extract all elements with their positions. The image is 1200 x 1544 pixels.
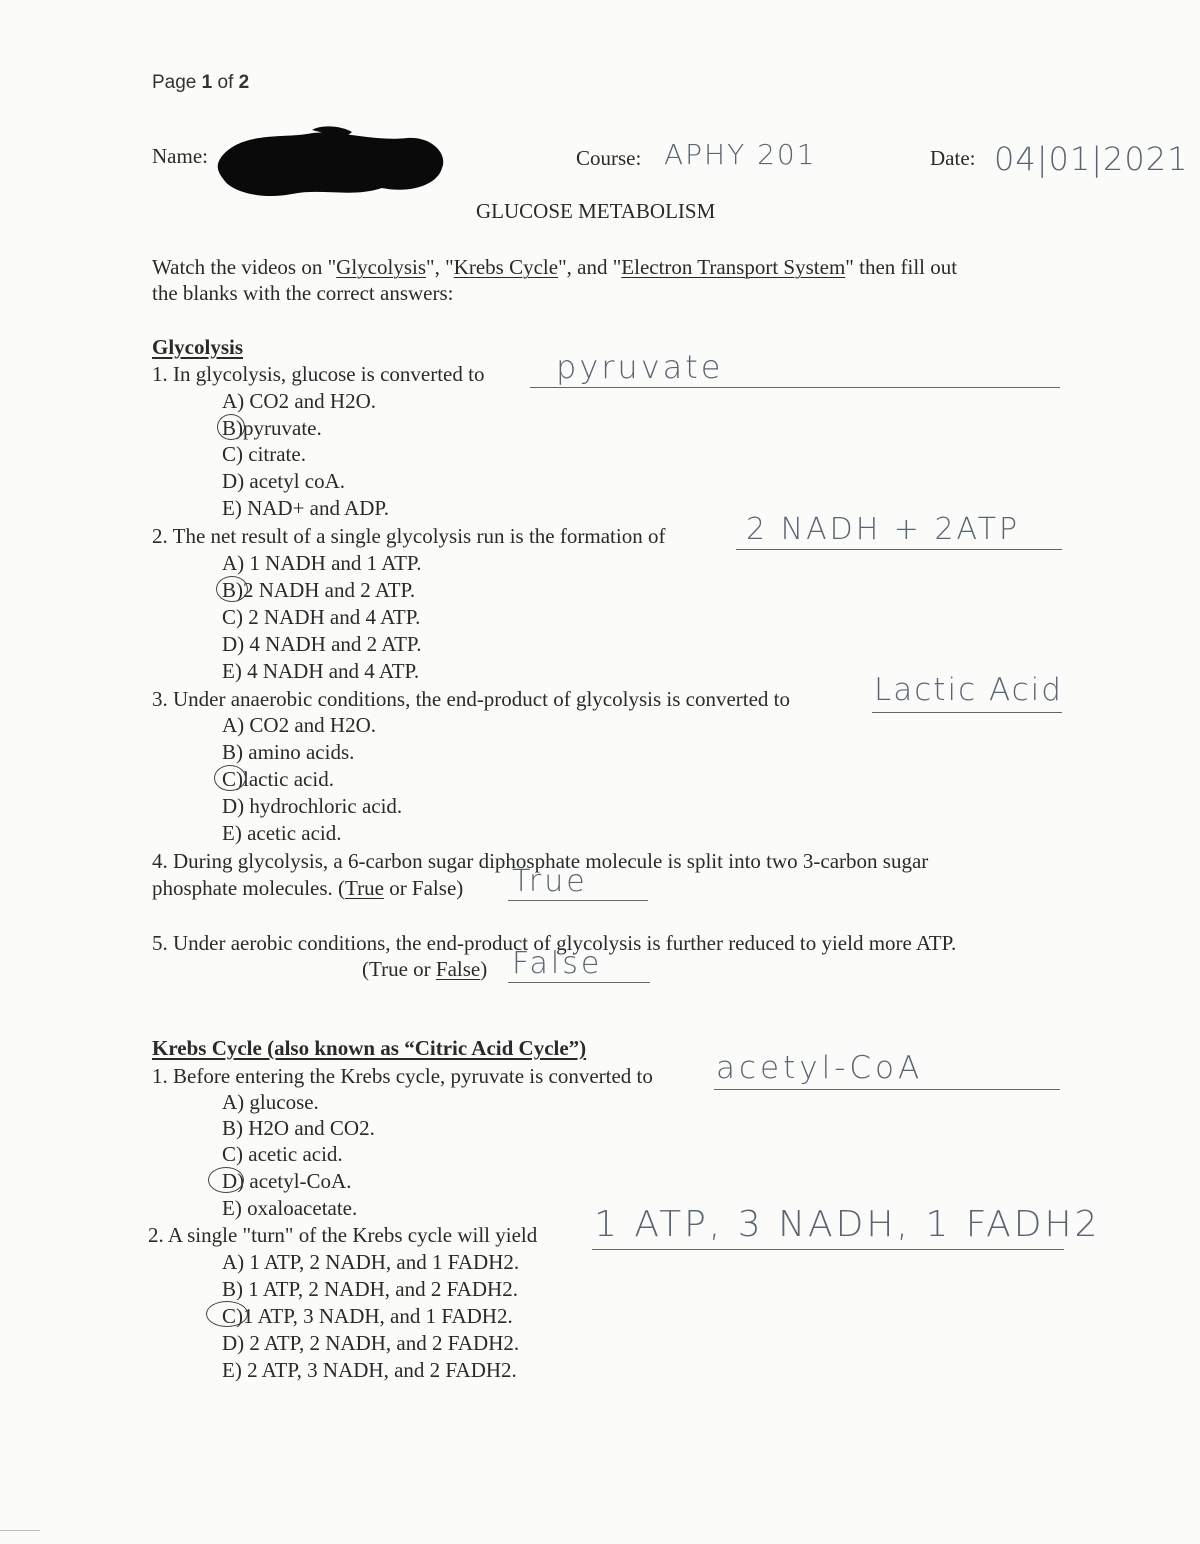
video-glycolysis: Glycolysis <box>336 255 427 279</box>
name-label: Name: <box>152 144 208 168</box>
krebs-q2-answer: 1 ATP, 3 NADH, 1 FADH2 <box>594 1204 1101 1245</box>
glycolysis-q5-false-choice: False <box>435 957 481 981</box>
krebs-q2-option-b: B) 1 ATP, 2 NADH, and 2 FADH2. <box>222 1277 518 1301</box>
glycolysis-q3-answer: Lactic Acid <box>874 672 1063 708</box>
answer-circle <box>214 765 246 791</box>
krebs-q2-text: 2. A single "turn" of the Krebs cycle will yield <box>148 1223 538 1247</box>
glycolysis-q4-true-choice: True <box>345 876 384 900</box>
page-current: 1 <box>201 72 213 93</box>
krebs-q2-option-d: D) 2 ATP, 2 NADH, and 2 FADH2. <box>222 1331 520 1355</box>
glycolysis-q3-text: 3. Under anaerobic conditions, the end-product of glycolysis is converted to <box>152 687 790 711</box>
glycolysis-q5-text: (True or <box>362 957 436 981</box>
video-ets: Electron Transport System <box>621 255 846 279</box>
glycolysis-q4-text-end: or False) <box>383 876 464 900</box>
krebs-q1-answer: acetyl-CoA <box>716 1050 924 1086</box>
glycolysis-q4-blank <box>508 900 648 901</box>
redaction-mark <box>212 124 450 202</box>
glycolysis-q1-option-b: B)pyruvate. <box>222 416 322 440</box>
glycolysis-q1-answer: pyruvate <box>556 348 724 386</box>
date-value: 04|01|2021 <box>994 140 1189 178</box>
instructions-text-4: " then fill out <box>845 255 958 279</box>
glycolysis-q3-blank <box>872 712 1062 713</box>
glycolysis-q2-option-e: E) 4 NADH and 4 ATP. <box>222 659 420 683</box>
page-total: 2 <box>238 72 250 93</box>
glycolysis-q5-text-end: ) <box>480 957 488 981</box>
page-label-prefix: Page <box>152 72 202 93</box>
glycolysis-q5-blank <box>508 982 650 983</box>
glycolysis-q4-answer: True <box>512 864 588 899</box>
glycolysis-q2-text: 2. The net result of a single glycolysis run is the formation of <box>152 524 666 548</box>
krebs-q2-option-e: E) 2 ATP, 3 NADH, and 2 FADH2. <box>222 1358 517 1382</box>
krebs-q1-blank <box>714 1089 1060 1090</box>
glycolysis-q4-line-1: 4. During glycolysis, a 6-carbon sugar diphosphate molecule is split into two 3-carbon sugar <box>152 849 929 873</box>
glycolysis-q4-text: phosphate molecules. ( <box>152 876 346 900</box>
instructions-line-1 <box>152 255 957 280</box>
glycolysis-q3-option-b: B) amino acids. <box>222 740 355 764</box>
glycolysis-heading: Glycolysis <box>152 335 244 359</box>
krebs-q2-blank <box>592 1249 1064 1250</box>
answer-circle <box>216 576 248 602</box>
glycolysis-q1-option-a: A) CO2 and H2O. <box>222 389 376 413</box>
glycolysis-q2-option-b: B)2 NADH and 2 ATP. <box>222 578 416 602</box>
instructions-text-3: ", and " <box>558 255 622 279</box>
glycolysis-q5-answer: False <box>512 946 603 981</box>
glycolysis-q3-option-a: A) CO2 and H2O. <box>222 713 376 737</box>
course-label: Course: <box>576 146 642 170</box>
instructions-text-2: ", " <box>426 255 454 279</box>
krebs-q1-option-b: B) H2O and CO2. <box>222 1116 375 1140</box>
glycolysis-q1-option-e: E) NAD+ and ADP. <box>222 496 390 520</box>
glycolysis-q5-line-2 <box>362 957 487 982</box>
date-label: Date: <box>930 146 976 170</box>
page-title: GLUCOSE METABOLISM <box>476 199 716 223</box>
krebs-q2-option-c: C)1 ATP, 3 NADH, and 1 FADH2. <box>222 1304 513 1328</box>
krebs-q1-option-d: D) acetyl-CoA. <box>222 1169 352 1193</box>
krebs-q1-option-a: A) glucose. <box>222 1090 319 1114</box>
course-value: APHY 201 <box>664 138 817 171</box>
krebs-q1-text: 1. Before entering the Krebs cycle, pyruvate is converted to <box>152 1064 653 1088</box>
glycolysis-q2-blank <box>736 549 1062 550</box>
glycolysis-q2-answer: 2 NADH + 2ATP <box>746 512 1021 547</box>
krebs-q1-option-c: C) acetic acid. <box>222 1142 343 1166</box>
krebs-q2-option-a: A) 1 ATP, 2 NADH, and 1 FADH2. <box>222 1250 520 1274</box>
krebs-heading: Krebs Cycle (also known as “Citric Acid Cycle”) <box>152 1036 587 1060</box>
glycolysis-q4-line-2 <box>152 876 463 901</box>
glycolysis-q2-option-c: C) 2 NADH and 4 ATP. <box>222 605 421 629</box>
krebs-q1-option-e: E) oxaloacetate. <box>222 1196 358 1220</box>
glycolysis-q3-option-c: C)lactic acid. <box>222 767 334 791</box>
glycolysis-q3-option-e: E) acetic acid. <box>222 821 342 845</box>
glycolysis-q1-option-c: C) citrate. <box>222 442 306 466</box>
page-label-sep: of <box>212 72 239 93</box>
glycolysis-q5-line-1: 5. Under aerobic conditions, the end-product of glycolysis is further reduced to yield more ATP. <box>152 931 957 955</box>
answer-circle <box>217 414 245 440</box>
page-label <box>152 72 249 94</box>
answer-circle <box>208 1167 244 1193</box>
glycolysis-q2-option-a: A) 1 NADH and 1 ATP. <box>222 551 422 575</box>
scan-edge-mark <box>0 1530 40 1531</box>
instructions-line-2: the blanks with the correct answers: <box>152 281 454 305</box>
glycolysis-q1-blank <box>530 387 1060 388</box>
video-krebs: Krebs Cycle <box>453 255 559 279</box>
glycolysis-q2-option-d: D) 4 NADH and 2 ATP. <box>222 632 422 656</box>
glycolysis-q1-text: 1. In glycolysis, glucose is converted to <box>152 362 485 386</box>
glycolysis-q1-option-d: D) acetyl coA. <box>222 469 346 493</box>
glycolysis-q3-option-d: D) hydrochloric acid. <box>222 794 403 818</box>
answer-circle <box>206 1301 248 1327</box>
instructions-text-1: Watch the videos on " <box>152 255 337 279</box>
